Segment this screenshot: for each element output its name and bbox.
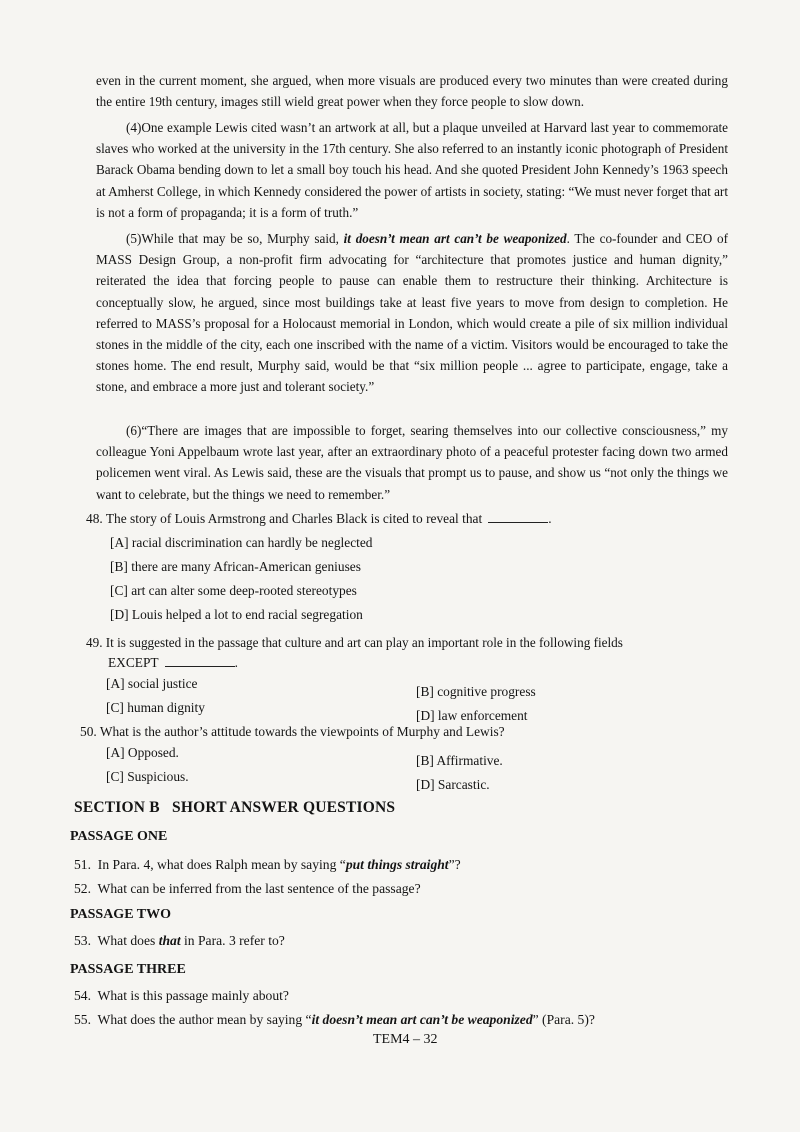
paragraph-6 xyxy=(96,420,728,505)
option-50-a[interactable]: [A] Opposed. xyxy=(106,745,179,760)
paragraph-5 xyxy=(96,228,728,398)
passage-two-title: PASSAGE TWO xyxy=(70,907,172,922)
question-55 xyxy=(74,1012,595,1028)
page-footer: TEM4 – 32 xyxy=(373,1032,438,1047)
question-50 xyxy=(80,722,505,742)
question-number: 48. xyxy=(86,511,103,526)
question-49-tail: . xyxy=(234,655,238,670)
option-49-a[interactable]: [A] social justice xyxy=(106,676,198,691)
paragraph-5-text-a: While that may be so, Murphy said, xyxy=(141,231,344,246)
question-53-text-b: in Para. 3 refer to? xyxy=(180,933,285,948)
option-50-d[interactable]: [D] Sarcastic. xyxy=(416,777,490,792)
option-48-c[interactable]: [C] art can alter some deep-rooted stereotypes xyxy=(110,583,357,598)
answer-blank xyxy=(488,508,548,523)
question-54: 54. What is this passage mainly about? xyxy=(74,988,289,1003)
option-48-d[interactable]: [D] Louis helped a lot to end racial segregation xyxy=(110,607,363,622)
question-number: 49. xyxy=(86,635,103,650)
option-50-b[interactable]: [B] Affirmative. xyxy=(416,753,503,768)
paragraph-3-end: even in the current moment, she argued, when more visuals are produced every two minutes than were created during the entire 19th century, images still wield great power when they force people to slow down. xyxy=(96,73,728,110)
paragraph-5-text-b: . The co-founder and CEO of MASS Design Group, a non-profit firm advocating for “architecture that promotes justice and human dignity,” reiterated the idea that forcing people to pause can enable them to restructure their thinking. Architecture is conceptually slow, he argued, since most buildings take at least five years to move from design to completion. He referred to MASS’s proposal for a Holocaust memorial in London, which would create a pile of six million individual stones in the middle of the city, each one inscribed with the name of a victim. Visitors would be encouraged to take the stones home. The end result, Murphy said, would be that “six million people ... agree to participate, engage, take a stone, and embrace a more just and tolerant society.” xyxy=(96,231,729,395)
question-51-text-b: ”? xyxy=(448,857,461,872)
question-53-text-a: 53. What does xyxy=(74,933,159,948)
question-48-text: The story of Louis Armstrong and Charles Black is cited to reveal that xyxy=(105,511,483,526)
question-53 xyxy=(74,933,285,949)
question-49-text: It is suggested in the passage that culture and art can play an important role in the following fields xyxy=(105,635,623,650)
question-50-text: What is the author’s attitude towards the viewpoints of Murphy and Lewis? xyxy=(99,724,505,739)
section-b-title: SECTION B SHORT ANSWER QUESTIONS xyxy=(74,799,396,816)
paragraph-number: (5) xyxy=(126,231,142,246)
question-52: 52. What can be inferred from the last sentence of the passage? xyxy=(74,881,421,896)
option-49-d[interactable]: [D] law enforcement xyxy=(416,708,528,723)
option-48-b[interactable]: [B] there are many African-American geniuses xyxy=(110,559,361,574)
paragraph-number: (4) xyxy=(126,120,142,135)
paragraph-4-text: One example Lewis cited wasn’t an artwork at all, but a plaque unveiled at Harvard last year to commemorate slaves who worked at the university in the 17th century. She also referred to an instantly iconic photograph of President Barack Obama bending down to let a small boy touch his head. And she quoted President John Kennedy’s 1963 speech at Amherst College, in which Kennedy considered the power of artists in society, stating: “We must never forget that art is not a form of propaganda; it is a form of truth.” xyxy=(96,120,728,220)
question-51 xyxy=(74,857,461,873)
question-53-emphasis: that xyxy=(158,933,181,948)
question-55-text-a: 55. What does the author mean by saying “ xyxy=(74,1012,312,1027)
question-number: 50. xyxy=(80,724,97,739)
option-49-b[interactable]: [B] cognitive progress xyxy=(416,684,536,699)
question-49 xyxy=(86,633,623,653)
question-55-emphasis: it doesn’t mean art can’t be weaponized xyxy=(311,1012,533,1027)
paragraph-4 xyxy=(96,117,728,223)
question-55-text-b: ” (Para. 5)? xyxy=(532,1012,595,1027)
question-51-text-a: 51. In Para. 4, what does Ralph mean by saying “ xyxy=(74,857,346,872)
paragraph-number: (6) xyxy=(126,423,142,438)
question-49-except: EXCEPT xyxy=(108,655,159,670)
question-49-line-2 xyxy=(108,652,238,673)
option-48-a[interactable]: [A] racial discrimination can hardly be neglected xyxy=(110,535,373,550)
passage-one-title: PASSAGE ONE xyxy=(70,829,168,844)
paragraph-6-text: “There are images that are impossible to forget, searing themselves into our collective consciousness,” my colleague Yoni Appelbaum wrote last year, after an extraordinary photo of a peaceful protester facing down two armed policemen went viral. As Lewis said, these are the visuals that prompt us to pause, and show us “not only the things we want to celebrate, but the things we need to remember.” xyxy=(96,423,728,502)
question-51-emphasis: put things straight xyxy=(345,857,449,872)
option-50-c[interactable]: [C] Suspicious. xyxy=(106,769,189,784)
paragraph-5-emphasis: it doesn’t mean art can’t be weaponized xyxy=(343,231,567,246)
question-48 xyxy=(86,508,552,529)
passage-three-title: PASSAGE THREE xyxy=(70,962,186,977)
answer-blank xyxy=(165,652,235,667)
question-48-tail: . xyxy=(548,511,552,526)
option-49-c[interactable]: [C] human dignity xyxy=(106,700,205,715)
